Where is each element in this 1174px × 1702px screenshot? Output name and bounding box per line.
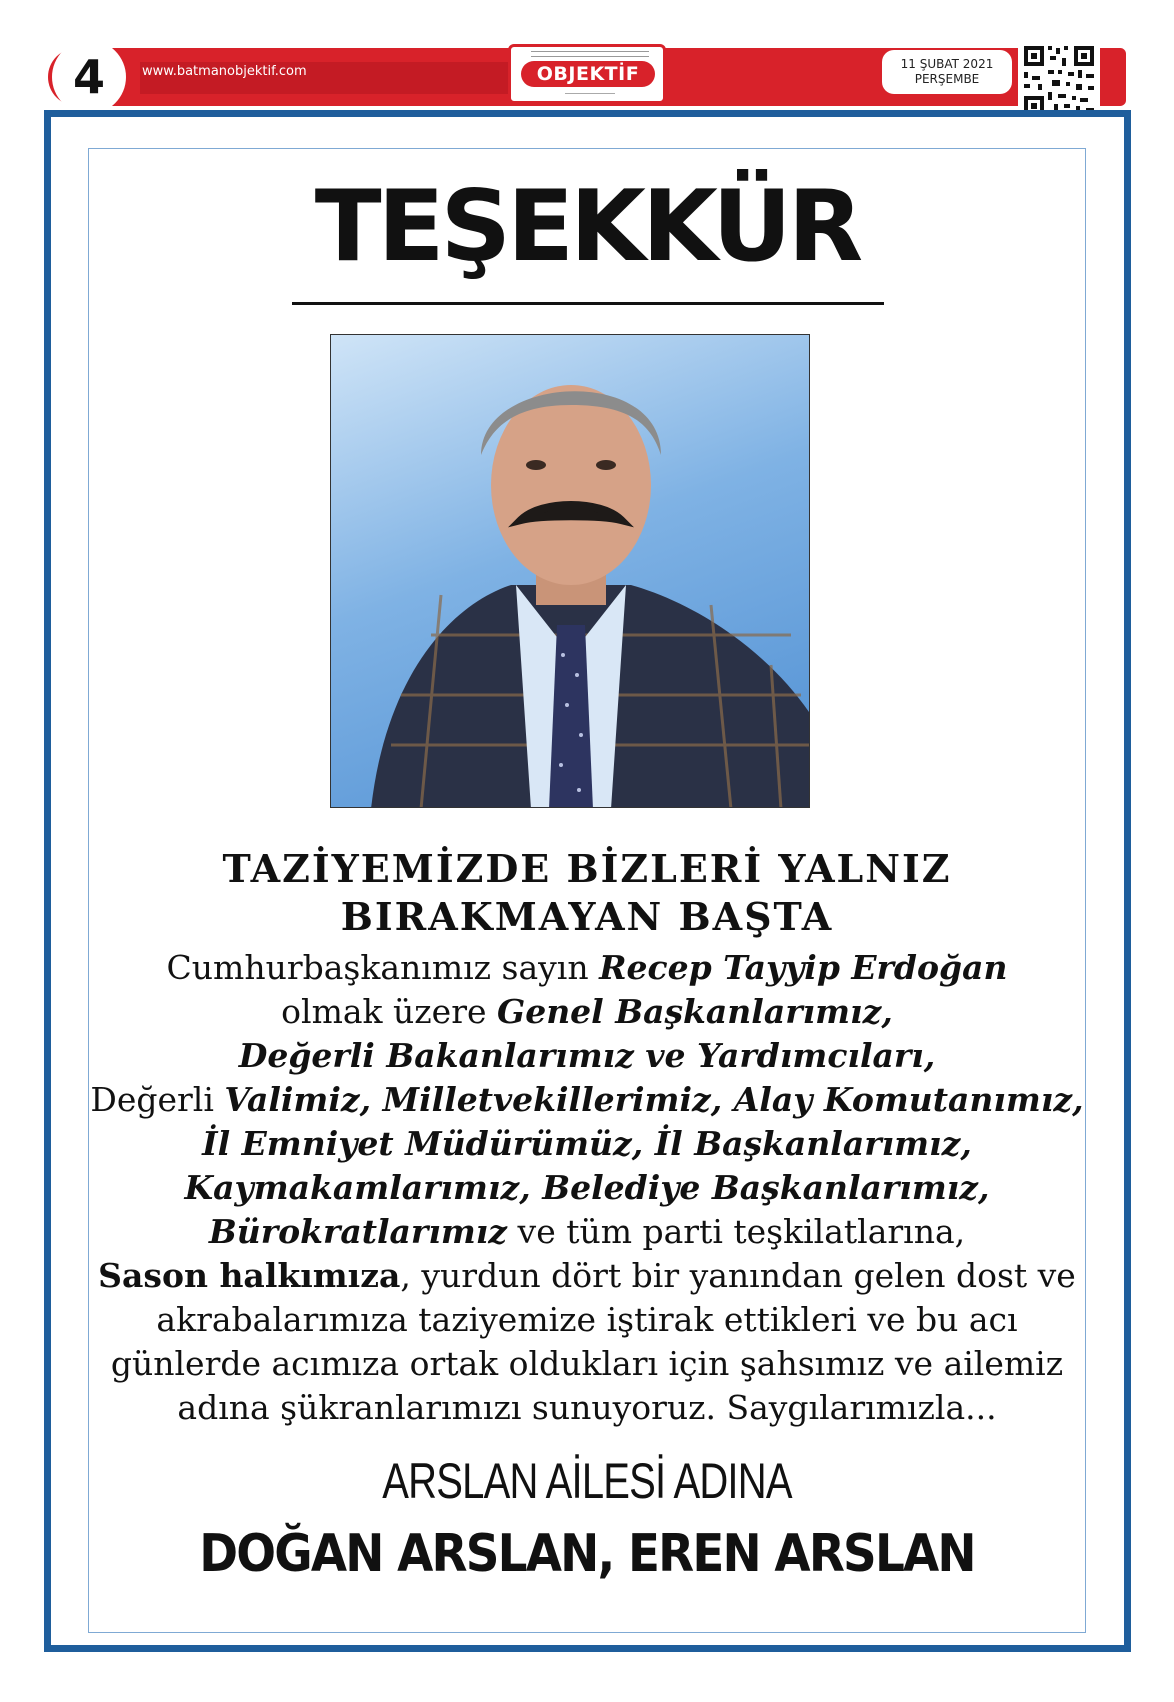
newspaper-logo [508, 44, 666, 104]
body-text: Cumhurbaşkanımız sayın [166, 948, 600, 987]
signature-family: ARSLAN AİLESİ ADINA [382, 1453, 792, 1509]
body-emphasis: Valimiz, Milletvekillerimiz, Alay Komutanımız, [224, 1080, 1084, 1119]
body-line-11: adına şükranlarımızı sunuyoruz. Saygılarımızla... [177, 1388, 997, 1427]
subheading-line-2: BIRAKMAYAN BAŞTA [340, 894, 834, 939]
body-emphasis: Değerli Bakanlarımız ve Yardımcıları, [238, 1036, 936, 1075]
portrait-photo [330, 334, 810, 808]
body-bold: Sason halkımıza [98, 1256, 401, 1295]
body-text: olmak üzere [281, 992, 498, 1031]
body-text: Değerli [90, 1080, 225, 1119]
logo-badge [521, 61, 655, 87]
body-line-4 [0, 1080, 1174, 1119]
body-emphasis: İl Emniyet Müdürümüz, İl Başkanlarımız, [202, 1124, 972, 1163]
subheading-line-1: TAZİYEMİZDE BİZLERİ YALNIZ [222, 846, 952, 891]
body-line-1 [0, 948, 1174, 987]
issue-date [882, 50, 1012, 94]
site-url[interactable]: www.batmanobjektif.com [142, 64, 307, 79]
body-line-2 [0, 992, 1174, 1031]
body-text: ve tüm parti teşkilatlarına, [507, 1212, 966, 1251]
body-line-10: günlerde acımıza ortak oldukları için şahsımız ve ailemiz [110, 1344, 1064, 1383]
body-line-9: akrabalarımıza taziyemize iştirak ettikleri ve bu acı [156, 1300, 1018, 1339]
body-line-8 [0, 1256, 1174, 1295]
notice-title: TEŞEKKÜR [314, 170, 860, 284]
weekday-text: PERŞEMBE [914, 72, 980, 86]
logo-text: OBJEKTİF [536, 63, 640, 85]
body-text: , yurdun dört bir yanından gelen dost ve [400, 1256, 1076, 1295]
body-emphasis: Kaymakamlarımız, Belediye Başkanlarımız, [184, 1168, 990, 1207]
body-line-7 [0, 1212, 1174, 1251]
logo-rule-bottom [565, 93, 615, 97]
body-emphasis: Bürokratlarımız [208, 1212, 508, 1251]
title-underline [292, 302, 884, 305]
body-line-6 [0, 1168, 1174, 1207]
page-number: 4 [52, 40, 126, 114]
signature-names: DOĞAN ARSLAN, EREN ARSLAN [199, 1524, 975, 1584]
body-line-3 [0, 1036, 1174, 1075]
date-text: 11 ŞUBAT 2021 [900, 57, 994, 71]
body-line-5 [0, 1124, 1174, 1163]
body-emphasis: Recep Tayyip Erdoğan [599, 948, 1008, 987]
logo-rule-top [531, 51, 649, 57]
body-emphasis: Genel Başkanlarımız, [497, 992, 893, 1031]
